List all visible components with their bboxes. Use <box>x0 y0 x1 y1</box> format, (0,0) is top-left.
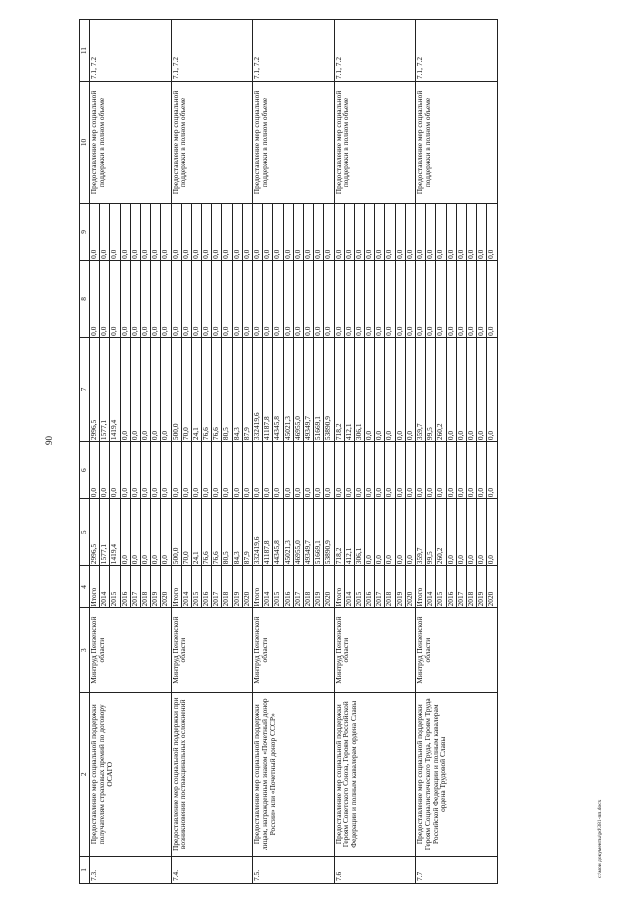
year-cell: 2019 <box>477 566 487 608</box>
amount-federal: 0,0 <box>487 442 497 499</box>
amount-total: 359,7 <box>416 499 426 566</box>
amount-other: 0,0 <box>100 203 110 260</box>
amount-federal: 0,0 <box>253 442 263 499</box>
amount-regional: 80,5 <box>222 337 232 441</box>
measure-number: 7.4. <box>171 856 253 883</box>
amount-federal: 0,0 <box>416 442 426 499</box>
amount-federal: 0,0 <box>456 442 466 499</box>
amount-other: 0,0 <box>324 203 334 260</box>
amount-local: 0,0 <box>100 260 110 337</box>
table-row <box>253 20 263 884</box>
amount-regional: 0,0 <box>466 337 476 441</box>
amount-federal: 0,0 <box>191 442 201 499</box>
amount-federal: 0,0 <box>436 442 446 499</box>
amount-other: 0,0 <box>487 203 497 260</box>
year-cell: 2016 <box>365 566 375 608</box>
amount-federal: 0,0 <box>293 442 303 499</box>
expected-result: Предоставление мер социальной поддержки в полном объеме <box>416 82 498 204</box>
year-cell: 2014 <box>181 566 191 608</box>
amount-local: 0,0 <box>130 260 140 337</box>
amount-federal: 0,0 <box>446 442 456 499</box>
amount-regional: 0,0 <box>161 337 171 441</box>
header-cell: 8 <box>80 260 90 337</box>
amount-total: 2996,5 <box>90 499 100 566</box>
amount-other: 0,0 <box>151 203 161 260</box>
amount-federal: 0,0 <box>130 442 140 499</box>
year-cell: 2019 <box>314 566 324 608</box>
amount-total: 412,1 <box>344 499 354 566</box>
amount-total: 24,1 <box>191 499 201 566</box>
header-cell: 6 <box>80 442 90 499</box>
amount-other: 0,0 <box>477 203 487 260</box>
amount-local: 0,0 <box>222 260 232 337</box>
amount-regional: 0,0 <box>120 337 130 441</box>
amount-total: 1419,4 <box>110 499 120 566</box>
amount-total: 306,1 <box>354 499 364 566</box>
measure-name: Предоставление мер социальной поддержки лицам, награжденным знаком «Почетный донор России» или «Почетный донор СССР» <box>253 692 335 856</box>
amount-federal: 0,0 <box>263 442 273 499</box>
amount-local: 0,0 <box>375 260 385 337</box>
amount-other: 0,0 <box>375 203 385 260</box>
amount-local: 0,0 <box>395 260 405 337</box>
amount-local: 0,0 <box>161 260 171 337</box>
amount-total: 84,3 <box>232 499 242 566</box>
measure-number: 7.6 <box>334 856 416 883</box>
measure-number: 7.7 <box>416 856 498 883</box>
linked-indicators: 7.1, 7.2 <box>171 20 253 82</box>
amount-federal: 0,0 <box>151 442 161 499</box>
amount-local: 0,0 <box>253 260 263 337</box>
amount-total: 76,6 <box>202 499 212 566</box>
amount-total: 0,0 <box>446 499 456 566</box>
year-cell: Итого <box>416 566 426 608</box>
amount-other: 0,0 <box>416 203 426 260</box>
amount-regional: 87,9 <box>242 337 252 441</box>
amount-federal: 0,0 <box>477 442 487 499</box>
amount-other: 0,0 <box>466 203 476 260</box>
amount-local: 0,0 <box>436 260 446 337</box>
header-cell: 5 <box>80 499 90 566</box>
amount-federal: 0,0 <box>120 442 130 499</box>
amount-other: 0,0 <box>161 203 171 260</box>
amount-federal: 0,0 <box>395 442 405 499</box>
amount-regional: 0,0 <box>487 337 497 441</box>
year-cell: Итого <box>90 566 100 608</box>
amount-regional: 412,1 <box>344 337 354 441</box>
amount-total: 500,0 <box>171 499 181 566</box>
year-cell: 2017 <box>293 566 303 608</box>
amount-other: 0,0 <box>171 203 181 260</box>
amount-regional: 1577,1 <box>100 337 110 441</box>
table-row <box>334 20 344 884</box>
amount-local: 0,0 <box>202 260 212 337</box>
amount-local: 0,0 <box>314 260 324 337</box>
measure-executor: Минтруд Пензенской области <box>253 608 335 692</box>
amount-local: 0,0 <box>242 260 252 337</box>
amount-local: 0,0 <box>446 260 456 337</box>
amount-total: 70,0 <box>181 499 191 566</box>
year-cell: 2014 <box>263 566 273 608</box>
amount-federal: 0,0 <box>344 442 354 499</box>
amount-local: 0,0 <box>385 260 395 337</box>
amount-other: 0,0 <box>283 203 293 260</box>
amount-other: 0,0 <box>314 203 324 260</box>
measure-number: 7.3. <box>90 856 172 883</box>
header-cell: 7 <box>80 337 90 441</box>
footer-file-path: c:\мои документы\pd\381-пп.docx <box>597 799 603 878</box>
amount-local: 0,0 <box>334 260 344 337</box>
year-cell: 2020 <box>324 566 334 608</box>
amount-regional: 0,0 <box>140 337 150 441</box>
amount-regional: 0,0 <box>365 337 375 441</box>
amount-total: 0,0 <box>477 499 487 566</box>
amount-other: 0,0 <box>90 203 100 260</box>
amount-federal: 0,0 <box>365 442 375 499</box>
year-cell: 2015 <box>273 566 283 608</box>
amount-regional: 2996,5 <box>90 337 100 441</box>
rotated-table-sheet <box>79 19 591 884</box>
year-cell: 2020 <box>242 566 252 608</box>
amount-federal: 0,0 <box>375 442 385 499</box>
year-cell: 2018 <box>140 566 150 608</box>
amount-federal: 0,0 <box>466 442 476 499</box>
linked-indicators: 7.1, 7.2 <box>90 20 172 82</box>
table-row <box>416 20 426 884</box>
page-number: 90 <box>44 436 54 445</box>
amount-regional: 0,0 <box>385 337 395 441</box>
amount-local: 0,0 <box>344 260 354 337</box>
amount-local: 0,0 <box>365 260 375 337</box>
amount-federal: 0,0 <box>202 442 212 499</box>
table-row <box>171 20 181 884</box>
amount-regional: 0,0 <box>405 337 415 441</box>
measure-name: Предоставление мер социальной поддержки при возникновении поствакцинальных осложнений <box>171 692 253 856</box>
header-cell: 3 <box>80 608 90 692</box>
amount-regional: 0,0 <box>151 337 161 441</box>
year-cell: 2014 <box>426 566 436 608</box>
amount-regional: 76,6 <box>212 337 222 441</box>
amount-local: 0,0 <box>110 260 120 337</box>
amount-other: 0,0 <box>436 203 446 260</box>
amount-federal: 0,0 <box>405 442 415 499</box>
year-cell: 2016 <box>283 566 293 608</box>
amount-local: 0,0 <box>283 260 293 337</box>
amount-total: 0,0 <box>456 499 466 566</box>
table-row <box>90 20 100 884</box>
amount-total: 0,0 <box>365 499 375 566</box>
amount-local: 0,0 <box>263 260 273 337</box>
amount-regional: 0,0 <box>395 337 405 441</box>
amount-local: 0,0 <box>477 260 487 337</box>
year-cell: 2015 <box>191 566 201 608</box>
amount-total: 0,0 <box>120 499 130 566</box>
header-cell: 4 <box>80 566 90 608</box>
year-cell: 2018 <box>303 566 313 608</box>
header-cell: 9 <box>80 203 90 260</box>
amount-other: 0,0 <box>334 203 344 260</box>
measure-executor: Минтруд Пензенской области <box>416 608 498 692</box>
amount-local: 0,0 <box>273 260 283 337</box>
amount-other: 0,0 <box>212 203 222 260</box>
amount-total: 76,6 <box>212 499 222 566</box>
linked-indicators: 7.1, 7.2 <box>334 20 416 82</box>
amount-regional: 76,6 <box>202 337 212 441</box>
amount-local: 0,0 <box>212 260 222 337</box>
measure-name: Предоставление мер социальной поддержки получателям страховых премий по договору ОСАГО <box>90 692 172 856</box>
year-cell: 2020 <box>405 566 415 608</box>
year-cell: Итого <box>253 566 263 608</box>
year-cell: 2018 <box>222 566 232 608</box>
amount-other: 0,0 <box>365 203 375 260</box>
amount-other: 0,0 <box>120 203 130 260</box>
amount-other: 0,0 <box>253 203 263 260</box>
expected-result: Предоставление мер социальной поддержки в полном объеме <box>253 82 335 204</box>
amount-other: 0,0 <box>130 203 140 260</box>
amount-total: 45021,3 <box>283 499 293 566</box>
year-cell: 2018 <box>385 566 395 608</box>
header-cell: 11 <box>80 20 90 82</box>
amount-regional: 46955,0 <box>293 337 303 441</box>
amount-total: 46955,0 <box>293 499 303 566</box>
amount-local: 0,0 <box>191 260 201 337</box>
amount-other: 0,0 <box>202 203 212 260</box>
amount-regional: 49349,7 <box>303 337 313 441</box>
amount-other: 0,0 <box>191 203 201 260</box>
amount-federal: 0,0 <box>426 442 436 499</box>
amount-regional: 260,2 <box>436 337 446 441</box>
amount-other: 0,0 <box>181 203 191 260</box>
amount-other: 0,0 <box>344 203 354 260</box>
amount-total: 53890,9 <box>324 499 334 566</box>
amount-local: 0,0 <box>466 260 476 337</box>
amount-regional: 0,0 <box>375 337 385 441</box>
amount-regional: 41187,8 <box>263 337 273 441</box>
amount-total: 1577,1 <box>100 499 110 566</box>
measure-name: Предоставление мер социальной поддержки Героям Советского Союза, Героям Российской Федерации и полным кавалерам ордена Славы <box>334 692 416 856</box>
amount-total: 0,0 <box>466 499 476 566</box>
amount-total: 0,0 <box>161 499 171 566</box>
amount-other: 0,0 <box>232 203 242 260</box>
program-measures-table <box>79 19 498 884</box>
year-cell: 2018 <box>466 566 476 608</box>
amount-federal: 0,0 <box>354 442 364 499</box>
amount-total: 0,0 <box>375 499 385 566</box>
amount-federal: 0,0 <box>242 442 252 499</box>
amount-federal: 0,0 <box>314 442 324 499</box>
measure-executor: Минтруд Пензенской области <box>334 608 416 692</box>
year-cell: 2019 <box>395 566 405 608</box>
amount-total: 0,0 <box>405 499 415 566</box>
amount-regional: 0,0 <box>456 337 466 441</box>
measure-number: 7.5. <box>253 856 335 883</box>
amount-local: 0,0 <box>405 260 415 337</box>
amount-other: 0,0 <box>110 203 120 260</box>
year-cell: 2019 <box>232 566 242 608</box>
amount-local: 0,0 <box>120 260 130 337</box>
year-cell: 2019 <box>151 566 161 608</box>
amount-total: 44345,8 <box>273 499 283 566</box>
year-cell: 2016 <box>202 566 212 608</box>
amount-total: 332419,6 <box>253 499 263 566</box>
amount-regional: 84,3 <box>232 337 242 441</box>
amount-total: 0,0 <box>385 499 395 566</box>
amount-total: 0,0 <box>395 499 405 566</box>
year-cell: 2020 <box>161 566 171 608</box>
amount-federal: 0,0 <box>140 442 150 499</box>
amount-local: 0,0 <box>293 260 303 337</box>
year-cell: 2020 <box>487 566 497 608</box>
amount-federal: 0,0 <box>212 442 222 499</box>
measure-executor: Минтруд Пензенской области <box>171 608 253 692</box>
amount-regional: 0,0 <box>477 337 487 441</box>
amount-local: 0,0 <box>487 260 497 337</box>
amount-regional: 306,1 <box>354 337 364 441</box>
amount-total: 41187,8 <box>263 499 273 566</box>
amount-regional: 45021,3 <box>283 337 293 441</box>
amount-federal: 0,0 <box>324 442 334 499</box>
amount-other: 0,0 <box>405 203 415 260</box>
amount-other: 0,0 <box>222 203 232 260</box>
amount-local: 0,0 <box>324 260 334 337</box>
amount-total: 49349,7 <box>303 499 313 566</box>
header-row <box>80 20 90 884</box>
amount-regional: 51669,1 <box>314 337 324 441</box>
amount-regional: 332419,6 <box>253 337 263 441</box>
expected-result: Предоставление мер социальной поддержки в полном объеме <box>334 82 416 204</box>
amount-federal: 0,0 <box>181 442 191 499</box>
amount-regional: 99,5 <box>426 337 436 441</box>
year-cell: 2017 <box>375 566 385 608</box>
year-cell: 2017 <box>456 566 466 608</box>
year-cell: 2016 <box>120 566 130 608</box>
amount-regional: 70,0 <box>181 337 191 441</box>
amount-total: 0,0 <box>140 499 150 566</box>
linked-indicators: 7.1, 7.2 <box>253 20 335 82</box>
amount-federal: 0,0 <box>303 442 313 499</box>
year-cell: 2014 <box>344 566 354 608</box>
header-cell: 1 <box>80 856 90 883</box>
amount-total: 260,2 <box>436 499 446 566</box>
expected-result: Предоставление мер социальной поддержки в полном объеме <box>171 82 253 204</box>
amount-regional: 53890,9 <box>324 337 334 441</box>
year-cell: Итого <box>171 566 181 608</box>
amount-federal: 0,0 <box>232 442 242 499</box>
table-body <box>90 20 498 884</box>
amount-other: 0,0 <box>293 203 303 260</box>
header-cell: 10 <box>80 82 90 204</box>
amount-federal: 0,0 <box>100 442 110 499</box>
amount-other: 0,0 <box>303 203 313 260</box>
amount-local: 0,0 <box>232 260 242 337</box>
amount-regional: 0,0 <box>446 337 456 441</box>
year-cell: 2015 <box>354 566 364 608</box>
amount-local: 0,0 <box>456 260 466 337</box>
amount-total: 718,2 <box>334 499 344 566</box>
amount-other: 0,0 <box>385 203 395 260</box>
amount-federal: 0,0 <box>283 442 293 499</box>
amount-local: 0,0 <box>426 260 436 337</box>
amount-federal: 0,0 <box>273 442 283 499</box>
year-cell: 2015 <box>110 566 120 608</box>
year-cell: Итого <box>334 566 344 608</box>
year-cell: 2017 <box>130 566 140 608</box>
amount-total: 51669,1 <box>314 499 324 566</box>
year-cell: 2015 <box>436 566 446 608</box>
amount-regional: 718,2 <box>334 337 344 441</box>
amount-total: 80,5 <box>222 499 232 566</box>
amount-other: 0,0 <box>456 203 466 260</box>
measure-executor: Минтруд Пензенской области <box>90 608 172 692</box>
measure-name: Предоставление мер социальной поддержки Героям Социалистического Труда, Героям Труда Российской Федерации и полным кавалерам ордена Трудовой Славы <box>416 692 498 856</box>
amount-regional: 1419,4 <box>110 337 120 441</box>
amount-federal: 0,0 <box>110 442 120 499</box>
amount-federal: 0,0 <box>385 442 395 499</box>
amount-federal: 0,0 <box>222 442 232 499</box>
amount-regional: 44345,8 <box>273 337 283 441</box>
amount-federal: 0,0 <box>90 442 100 499</box>
amount-local: 0,0 <box>140 260 150 337</box>
amount-local: 0,0 <box>171 260 181 337</box>
amount-federal: 0,0 <box>171 442 181 499</box>
amount-total: 0,0 <box>130 499 140 566</box>
amount-regional: 359,7 <box>416 337 426 441</box>
amount-other: 0,0 <box>263 203 273 260</box>
linked-indicators: 7.1, 7.2 <box>416 20 498 82</box>
amount-total: 99,5 <box>426 499 436 566</box>
amount-other: 0,0 <box>446 203 456 260</box>
expected-result: Предоставление мер социальной поддержки в полном объеме <box>90 82 172 204</box>
year-cell: 2017 <box>212 566 222 608</box>
amount-other: 0,0 <box>354 203 364 260</box>
amount-regional: 24,1 <box>191 337 201 441</box>
amount-local: 0,0 <box>181 260 191 337</box>
amount-total: 87,9 <box>242 499 252 566</box>
amount-local: 0,0 <box>151 260 161 337</box>
amount-local: 0,0 <box>416 260 426 337</box>
amount-local: 0,0 <box>303 260 313 337</box>
amount-federal: 0,0 <box>334 442 344 499</box>
header-cell: 2 <box>80 692 90 856</box>
amount-total: 0,0 <box>487 499 497 566</box>
amount-other: 0,0 <box>242 203 252 260</box>
year-cell: 2016 <box>446 566 456 608</box>
amount-federal: 0,0 <box>161 442 171 499</box>
amount-local: 0,0 <box>354 260 364 337</box>
amount-other: 0,0 <box>395 203 405 260</box>
amount-other: 0,0 <box>426 203 436 260</box>
amount-regional: 0,0 <box>130 337 140 441</box>
amount-local: 0,0 <box>90 260 100 337</box>
amount-total: 0,0 <box>151 499 161 566</box>
year-cell: 2014 <box>100 566 110 608</box>
amount-other: 0,0 <box>273 203 283 260</box>
amount-regional: 500,0 <box>171 337 181 441</box>
amount-other: 0,0 <box>140 203 150 260</box>
